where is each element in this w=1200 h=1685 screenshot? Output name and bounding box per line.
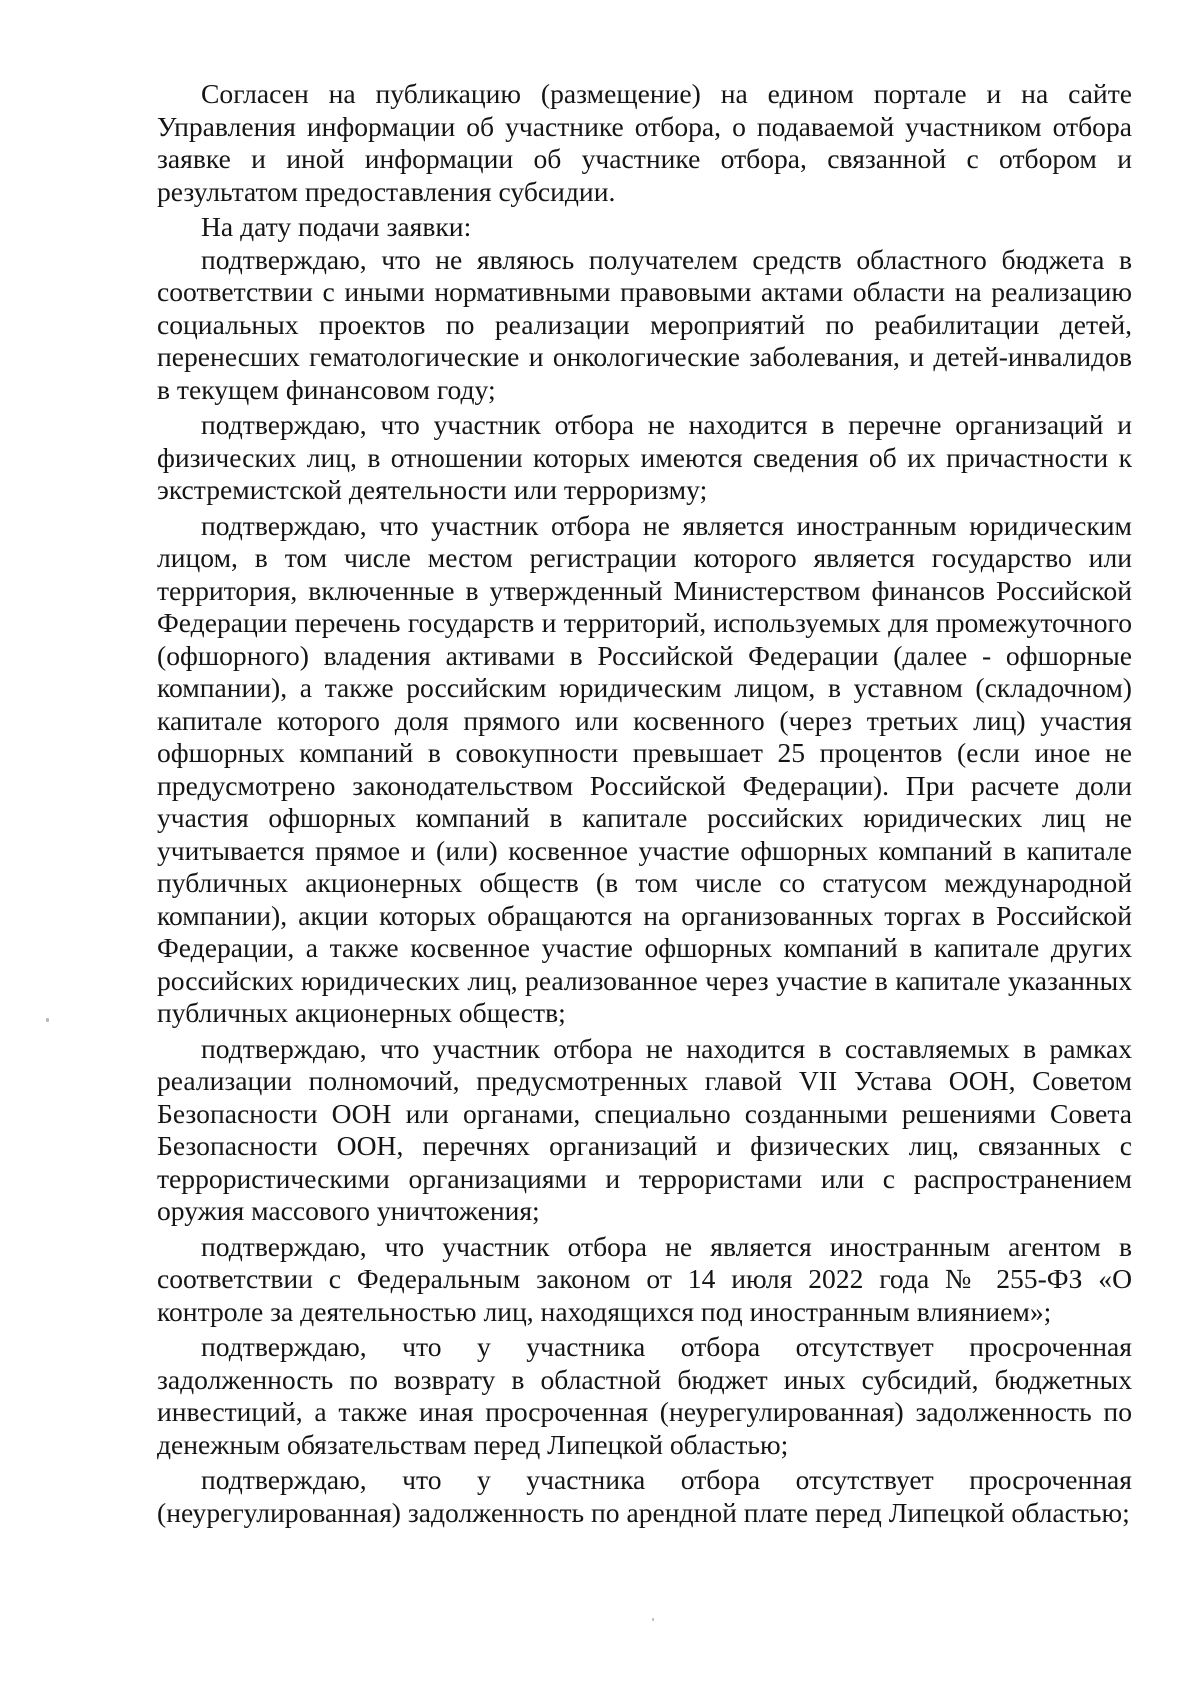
scan-speck [652,1618,654,1621]
paragraph-no-rent-debt: подтверждаю, что у участника отбора отсутствует просроченная (неурегулированная) задолженность по арендной плате перед Липецкой областью; [157,1464,1132,1528]
paragraph-consent-publication: Согласен на публикацию (размещение) на едином портале и на сайте Управления информации об участнике отбора, о подаваемой участником отбора заявке и иной информации об участнике отбора, связанной с отбором и результатом предоставления субсидии. [157,78,1132,207]
paragraph-application-date: На дату подачи заявки: [201,211,472,242]
paragraph-not-un-sanctions: подтверждаю, что участник отбора не находится в составляемых в рамках реализации полномочий, предусмотренных главой VII Устава ООН, Советом Безопасности ООН или органами, специально созданными решениями Совета Безопасности ООН, перечнях организаций и физических лиц, связанных с террористическими организациями и террористами или с распространением оружия массового уничтожения; [157,1032,1132,1226]
paragraph-not-budget-recipient: подтверждаю, что не являюсь получателем средств областного бюджета в соответствии с иными нормативными правовыми актами области на реализацию социальных проектов по реализации мероприятий по реабилитации детей, перенесших гематологические и онкологические заболевания, и детей-инвалидов в текущем финансовом году; [157,243,1132,405]
scan-speck [46,1018,49,1022]
paragraph-not-extremist-list: подтверждаю, что участник отбора не находится в перечне организаций и физических лиц, в отношении которых имеются сведения об их причастности к экстремистской деятельности или терроризму; [157,409,1132,505]
document-body [157,78,1132,1529]
paragraph-not-offshore: подтверждаю, что участник отбора не является иностранным юридическим лицом, в том числе местом регистрации которого является государство или территория, включенные в утвержденный Министерством финансов Российской Федерации перечень государств и территорий, используемых для промежуточного (офшорного) владения активами в Российской Федерации (далее - офшорные компании), а также российским юридическим лицом, в уставном (складочном) капитале которого доля прямого или косвенного (через третьих лиц) участия офшорных компаний в совокупности превышает 25 процентов (если иное не предусмотрено законодательством Российской Федерации). При расчете доли участия офшорных компаний в капитале российских юридических лиц не учитывается прямое и (или) косвенное участие офшорных компаний в капитале публичных акционерных обществ (в том числе со статусом международной компании), акции которых обращаются на организованных торгах в Российской Федерации, а также косвенное участие офшорных компаний в капитале других российских юридических лиц, реализованное через участие в капитале указанных публичных акционерных обществ; [157,509,1132,1028]
paragraph-no-budget-debt: подтверждаю, что у участника отбора отсутствует просроченная задолженность по возврату в областной бюджет иных субсидий, бюджетных инвестиций, а также иная просроченная (неурегулированная) задолженность по денежным обязательствам перед Липецкой областью; [157,1331,1132,1460]
paragraph-not-foreign-agent: подтверждаю, что участник отбора не является иностранным агентом в соответствии с Федеральным законом от 14 июля 2022 года № 255-ФЗ «О контроле за деятельностью лиц, находящихся под иностранным влиянием»; [157,1230,1132,1327]
